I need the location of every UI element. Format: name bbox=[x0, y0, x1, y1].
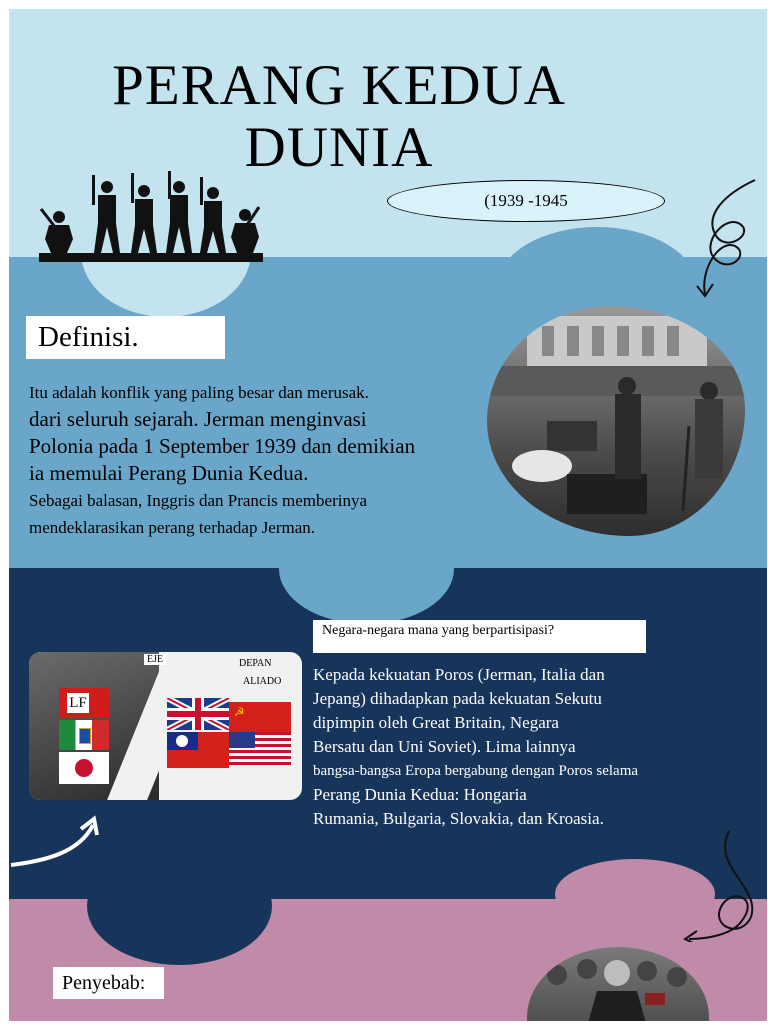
china-roc-flag-icon bbox=[167, 732, 229, 768]
poster bbox=[9, 9, 767, 1021]
title-line-1: PERANG KEDUA bbox=[112, 54, 566, 117]
curved-arrow-icon bbox=[9, 809, 109, 871]
participants-line: Kepada kekuatan Poros (Jerman, Italia dan bbox=[313, 665, 605, 684]
swirl-arrow-icon bbox=[671, 827, 767, 942]
participants-question: Negara-negara mana yang berpartisipasi? bbox=[313, 620, 646, 653]
participants-line: dipimpin oleh Great Britain, Negara bbox=[313, 713, 559, 732]
usa-flag-icon bbox=[229, 732, 291, 766]
participants-line: Bersatu dan Uni Soviet). Lima lainnya bbox=[313, 737, 576, 756]
axis-label: EJE bbox=[144, 654, 166, 665]
axis-flag-text: LF bbox=[67, 693, 89, 713]
participants-text bbox=[313, 663, 753, 831]
definition-line: Sebagai balasan, Inggris dan Prancis memberinya bbox=[29, 491, 368, 510]
japanese-flag-icon bbox=[59, 752, 109, 784]
dark-blob bbox=[87, 847, 272, 965]
participants-line: bangsa-bangsa Eropa bergabung dengan Poros selama bbox=[313, 763, 639, 779]
definition-line: ia memulai Perang Dunia Kedua. bbox=[29, 461, 309, 485]
allies-label-2: ALIADO bbox=[243, 676, 282, 687]
definition-heading: Definisi. bbox=[26, 316, 225, 359]
participants-line: Perang Dunia Kedua: Hongaria bbox=[313, 785, 527, 804]
cause-heading: Penyebab: bbox=[53, 967, 164, 999]
date-range-pill: (1939 -1945 bbox=[387, 180, 665, 222]
soviet-flag-icon: ☭ bbox=[229, 702, 291, 732]
alliances-flags-image bbox=[29, 652, 302, 800]
page-title bbox=[69, 55, 609, 179]
uk-flag-icon bbox=[167, 698, 229, 730]
allies-label-1: DEPAN bbox=[239, 658, 272, 669]
definition-line: Itu adalah konflik yang paling besar dan merusak. bbox=[29, 383, 369, 402]
italian-flag-icon bbox=[59, 720, 109, 750]
participants-line: Rumania, Bulgaria, Slovakia, dan Kroasia. bbox=[313, 809, 604, 828]
participants-line: Jepang) dihadapkan pada kekuatan Sekutu bbox=[313, 689, 602, 708]
spiral-arrow-icon bbox=[685, 174, 763, 304]
definition-text bbox=[29, 379, 489, 541]
soldiers-silhouette-icon bbox=[37, 169, 265, 263]
definition-line: Polonia pada 1 September 1939 dan demikian bbox=[29, 434, 416, 458]
title-line-2: DUNIA bbox=[244, 116, 434, 179]
definition-line: dari seluruh sejarah. Jerman menginvasi bbox=[29, 407, 367, 431]
definition-line: mendeklarasikan perang terhadap Jerman. bbox=[29, 518, 316, 537]
german-flag-icon bbox=[59, 688, 109, 718]
